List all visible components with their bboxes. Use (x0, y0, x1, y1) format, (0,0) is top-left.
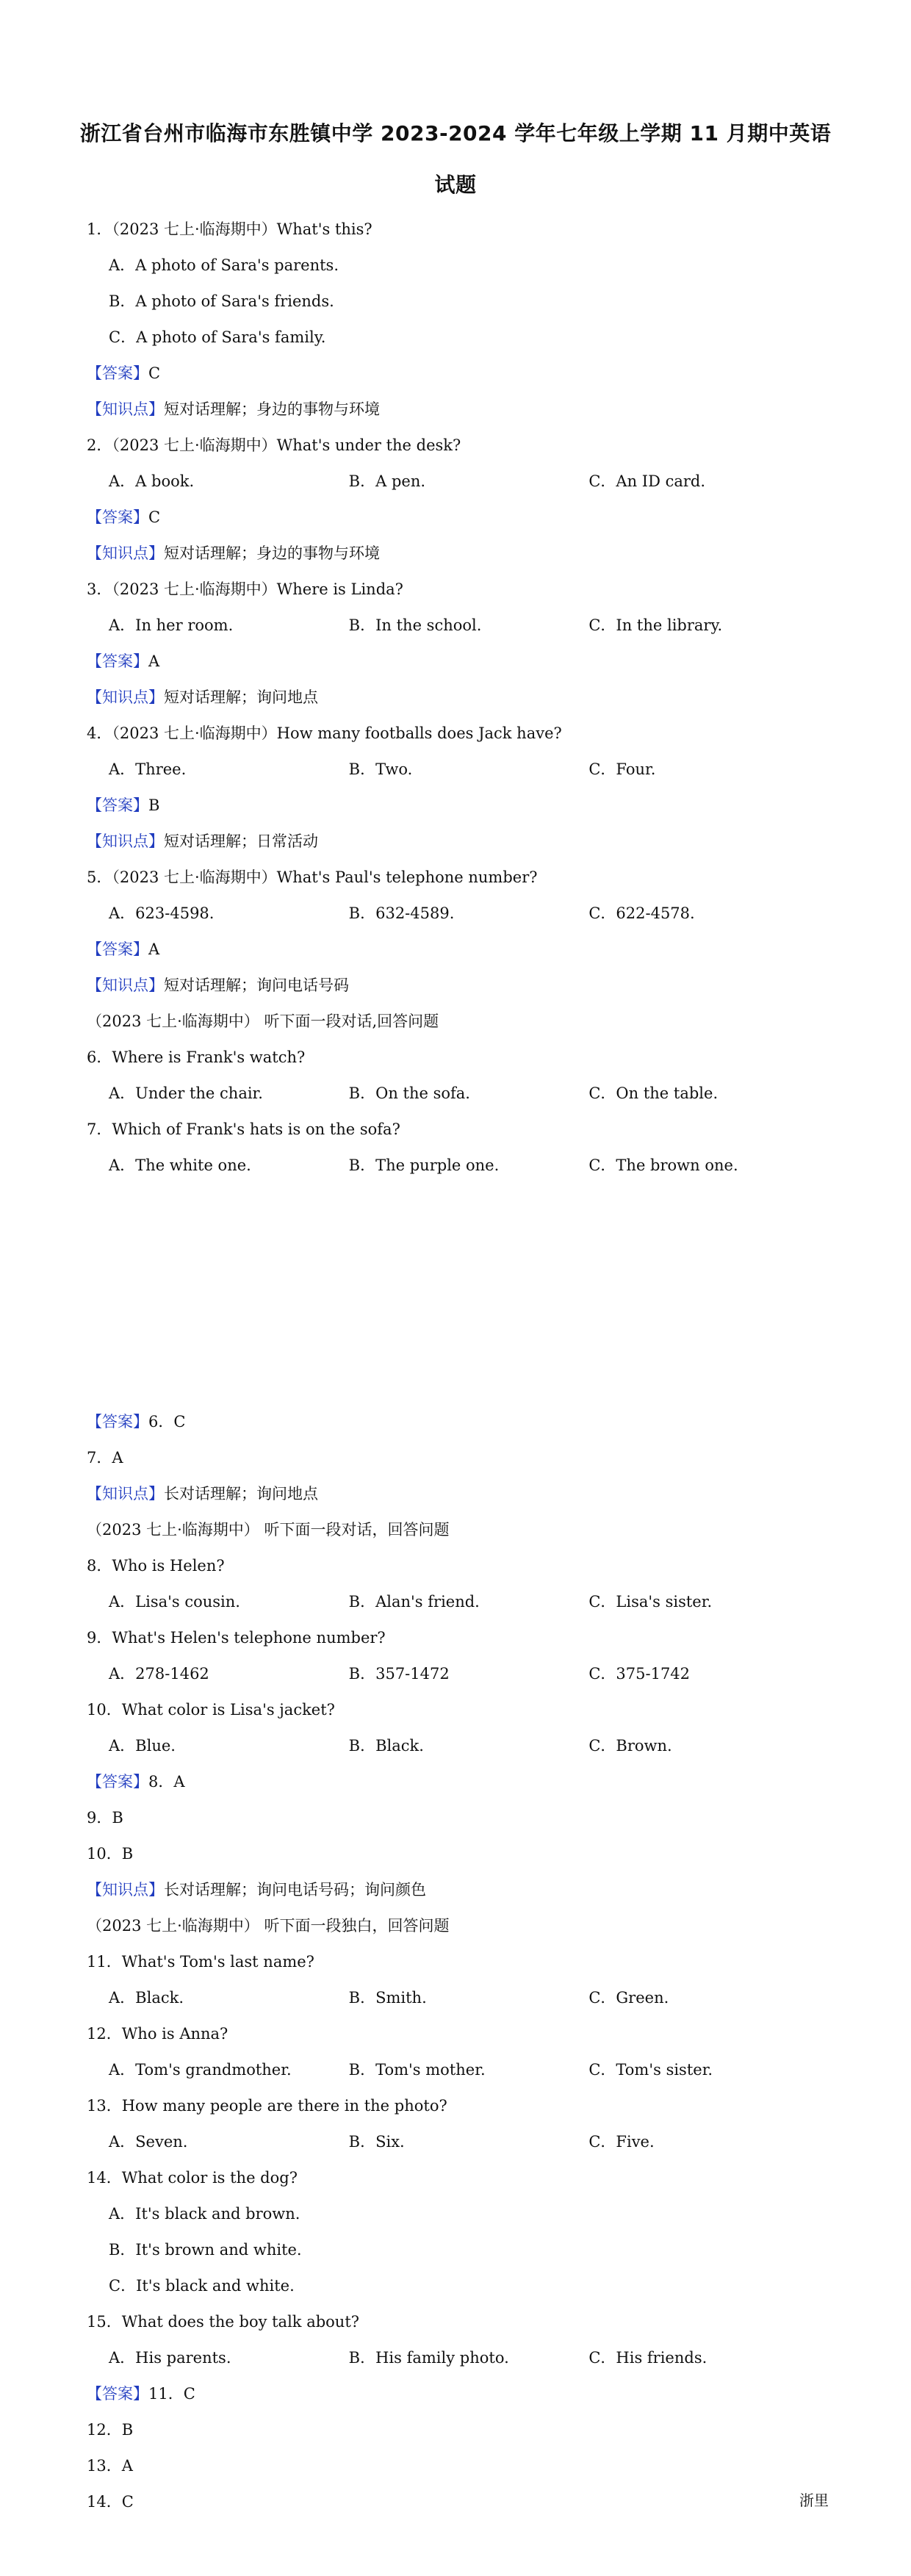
option-a: A．623-4598. (109, 904, 215, 922)
knowledge-tag: 【知识点】 (87, 688, 164, 706)
question-9-options (87, 1656, 829, 1692)
option-c: C．An ID card. (588, 472, 706, 490)
option-a: A．His parents. (109, 2349, 231, 2367)
option-a: A．Under the chair. (109, 1084, 263, 1102)
answer-tag: 【答案】 (87, 1413, 148, 1431)
answer-13: 13．A (87, 2457, 133, 2475)
question-1-option-a: A．A photo of Sara's parents. (109, 256, 339, 274)
answer-value: 8．A (148, 1773, 185, 1791)
knowledge-value: 短对话理解；身边的事物与环境 (164, 544, 380, 562)
question-8-options (87, 1584, 829, 1620)
option-b: B．Alan's friend. (348, 1593, 480, 1611)
question-10-options (87, 1728, 829, 1764)
option-b: B．The purple one. (348, 1156, 500, 1174)
answer-7: 7．A (87, 1449, 123, 1467)
blank-space (87, 1184, 829, 1404)
question-12-stem: 12．Who is Anna? (87, 2025, 228, 2043)
option-b: B．Two. (348, 760, 413, 778)
option-b: B．Black. (348, 1737, 424, 1755)
knowledge-tag: 【知识点】 (87, 400, 164, 418)
question-12-options (87, 2052, 829, 2088)
answer-9: 9．B (87, 1809, 123, 1827)
answer-tag: 【答案】 (87, 508, 148, 526)
section-11-15-intro: （2023 七上·临海期中） 听下面一段独白，回答问题 (87, 1917, 450, 1935)
answer-value: 11．C (148, 2385, 195, 2403)
section-8-10-knowledge (87, 1872, 829, 1908)
knowledge-value: 短对话理解；日常活动 (164, 832, 318, 850)
answer-tag: 【答案】 (87, 940, 148, 958)
question-15-stem: 15．What does the boy talk about? (87, 2313, 360, 2331)
option-c: C．375-1742 (588, 1665, 691, 1683)
option-a: A．Lisa's cousin. (109, 1593, 240, 1611)
option-b: B．On the sofa. (348, 1084, 470, 1102)
section-6-7-intro: （2023 七上·临海期中） 听下面一段对话,回答问题 (87, 1012, 439, 1030)
question-6-stem: 6．Where is Frank's watch? (87, 1048, 306, 1066)
question-14-option-c: C．It's black and white. (109, 2277, 295, 2295)
answer-tag: 【答案】 (87, 364, 148, 382)
question-1-stem: 1．（2023 七上·临海期中）What's this? (87, 220, 372, 238)
section-8-10-answer (87, 1764, 829, 1800)
answer-value: C (148, 364, 161, 382)
knowledge-value: 短对话理解；询问地点 (164, 688, 318, 706)
section-6-7-knowledge (87, 1476, 829, 1512)
question-4-knowledge (87, 824, 829, 860)
question-3-options (87, 608, 829, 644)
question-14-option-a: A．It's black and brown. (109, 2205, 300, 2223)
document-body (87, 212, 829, 2520)
question-4-stem: 4．（2023 七上·临海期中）How many footballs does Jack have? (87, 724, 562, 742)
question-9-stem: 9．What's Helen's telephone number? (87, 1629, 386, 1647)
answer-value: A (148, 652, 160, 670)
knowledge-tag: 【知识点】 (87, 1881, 164, 1899)
question-4-answer (87, 788, 829, 824)
option-b: B．Six. (348, 2133, 405, 2151)
knowledge-value: 长对话理解；询问电话号码；询问颜色 (164, 1881, 426, 1899)
option-c: C．On the table. (588, 1084, 719, 1102)
option-c: C．622-4578. (588, 904, 695, 922)
question-15-options (87, 2340, 829, 2376)
question-2-stem: 2．（2023 七上·临海期中）What's under the desk? (87, 436, 461, 454)
option-a: A．A book. (109, 472, 195, 490)
option-a: A．278-1462 (109, 1665, 209, 1683)
question-2-knowledge (87, 536, 829, 572)
option-c: C．Lisa's sister. (588, 1593, 713, 1611)
question-2-options (87, 464, 829, 500)
option-b: B．A pen. (348, 472, 426, 490)
answer-tag: 【答案】 (87, 652, 148, 670)
section-8-10-intro: （2023 七上·临海期中） 听下面一段对话，回答问题 (87, 1521, 450, 1539)
question-10-stem: 10．What color is Lisa's jacket? (87, 1701, 335, 1719)
question-1-option-c: C．A photo of Sara's family. (109, 328, 326, 346)
question-14-stem: 14．What color is the dog? (87, 2169, 298, 2187)
knowledge-tag: 【知识点】 (87, 1485, 164, 1503)
option-a: A．Three. (109, 760, 187, 778)
answer-tag: 【答案】 (87, 1773, 148, 1791)
question-6-options (87, 1076, 829, 1112)
option-c: C．Four. (588, 760, 656, 778)
question-11-stem: 11．What's Tom's last name? (87, 1953, 314, 1971)
option-b: B．Tom's mother. (348, 2061, 486, 2079)
knowledge-value: 长对话理解；询问地点 (164, 1485, 318, 1503)
question-3-answer (87, 644, 829, 680)
answer-14: 14．C (87, 2493, 134, 2511)
option-c: C．The brown one. (588, 1156, 738, 1174)
question-5-options (87, 896, 829, 932)
option-a: A．The white one. (109, 1156, 251, 1174)
option-a: A．Seven. (109, 2133, 188, 2151)
option-a: A．Black. (109, 1989, 184, 2007)
option-b: B．Smith. (348, 1989, 427, 2007)
knowledge-tag: 【知识点】 (87, 544, 164, 562)
answer-value: B (148, 796, 160, 814)
option-c: C．Tom's sister. (588, 2061, 713, 2079)
question-2-answer (87, 500, 829, 536)
option-a: A．Tom's grandmother. (109, 2061, 292, 2079)
option-b: B．His family photo. (348, 2349, 509, 2367)
question-5-answer (87, 932, 829, 968)
question-11-options (87, 1980, 829, 2016)
option-c: C．Five. (588, 2133, 655, 2151)
answer-10: 10．B (87, 1845, 134, 1863)
question-14-option-b: B．It's brown and white. (109, 2241, 302, 2259)
question-7-stem: 7．Which of Frank's hats is on the sofa? (87, 1120, 400, 1138)
question-4-options (87, 752, 829, 788)
question-1-knowledge (87, 392, 829, 428)
question-13-options (87, 2124, 829, 2160)
question-7-options (87, 1148, 829, 1184)
option-c: C．Brown. (588, 1737, 672, 1755)
option-b: B．632-4589. (348, 904, 455, 922)
question-3-knowledge (87, 680, 829, 716)
knowledge-tag: 【知识点】 (87, 832, 164, 850)
question-8-stem: 8．Who is Helen? (87, 1557, 225, 1575)
question-13-stem: 13．How many people are there in the photo? (87, 2097, 447, 2115)
option-b: B．357-1472 (348, 1665, 450, 1683)
answer-value: A (148, 940, 160, 958)
answer-value: C (148, 508, 161, 526)
question-1-option-b: B．A photo of Sara's friends. (109, 292, 334, 310)
option-c: C．In the library. (588, 616, 723, 634)
option-c: C．Green. (588, 1989, 669, 2007)
question-3-stem: 3．（2023 七上·临海期中）Where is Linda? (87, 580, 403, 598)
question-5-knowledge (87, 968, 829, 1004)
question-1-answer (87, 356, 829, 392)
answer-tag: 【答案】 (87, 2385, 148, 2403)
answer-tag: 【答案】 (87, 796, 148, 814)
option-a: A．In her room. (109, 616, 234, 634)
option-a: A．Blue. (109, 1737, 176, 1755)
option-c: C．His friends. (588, 2349, 707, 2367)
knowledge-tag: 【知识点】 (87, 976, 164, 994)
section-6-7-answer (87, 1404, 829, 1440)
answer-12: 12．B (87, 2421, 134, 2439)
document-title-line-2: 试题 (434, 173, 477, 197)
option-b: B．In the school. (348, 616, 482, 634)
document-title-line-1: 浙江省台州市临海市东胜镇中学 2023-2024 学年七年级上学期 11 月期中英语 (79, 121, 832, 145)
answer-value: 6．C (148, 1413, 186, 1431)
question-5-stem: 5．（2023 七上·临海期中）What's Paul's telephone number? (87, 868, 538, 886)
page-footer: 浙里 (799, 2492, 829, 2509)
section-11-15-answer (87, 2376, 829, 2412)
knowledge-value: 短对话理解；身边的事物与环境 (164, 400, 380, 418)
knowledge-value: 短对话理解；询问电话号码 (164, 976, 349, 994)
